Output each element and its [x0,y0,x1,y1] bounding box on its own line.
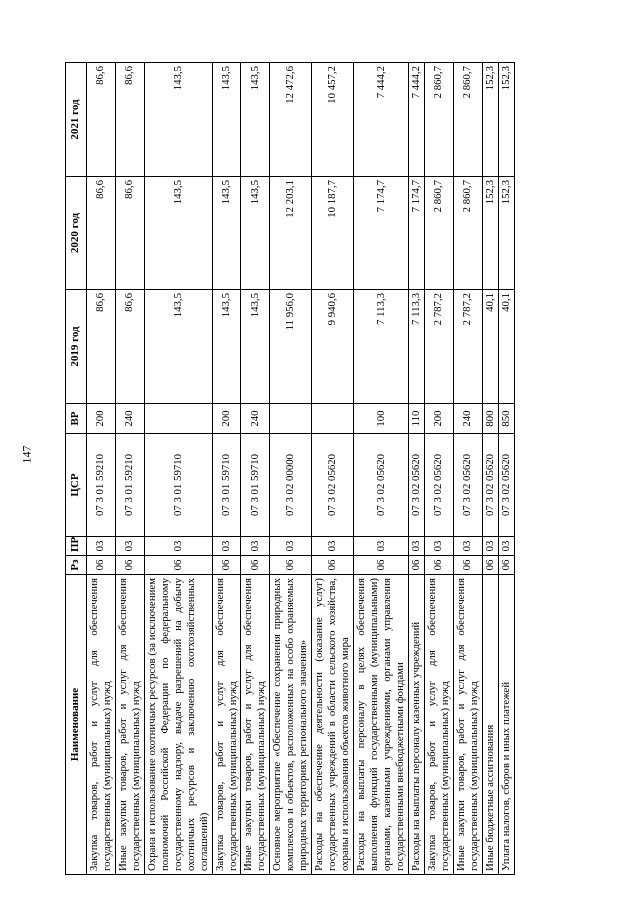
row-2020: 152,3 [482,177,498,290]
row-vr [144,404,212,434]
row-2019: 7 113,3 [408,290,424,404]
row-vr: 800 [482,404,498,434]
header-csr: ЦСР [66,434,87,537]
header-2019: 2019 год [66,290,87,404]
row-name: Основное мероприятие «Обеспечение сохранения природных комплексов и объектов, расположенных на особо охраняемых природных территориях регионального значения» [270,575,312,875]
table-row [408,63,424,875]
row-2021: 143,5 [212,63,241,177]
row-pr: 03 [498,537,514,556]
budget-table [65,62,515,875]
page-number: 147 [19,445,34,464]
row-name: Расходы на выплаты персоналу казенных учреждений [408,575,424,875]
row-2021: 143,5 [144,63,212,177]
row-rz: 06 [312,556,354,575]
row-rz: 06 [144,556,212,575]
row-2021: 86,6 [115,63,144,177]
row-name: Закупка товаров, работ и услуг для обеспечения государственных (муниципальных) нужд [87,575,116,875]
row-csr: 07 3 02 05620 [354,434,409,537]
row-2020: 86,6 [87,177,116,290]
row-name: Уплата налогов, сборов и иных платежей [498,575,514,875]
row-pr: 03 [212,537,241,556]
row-2019: 86,6 [87,290,116,404]
table-header-row [66,63,87,875]
row-csr: 07 3 01 59710 [241,434,270,537]
row-name: Охрана и использование охотничьих ресурсов (за исключением полномочий Российской Федерации по федеральному государственному надзору, выдаче разрешений на добычу охотничьих ресурсов и заключению охотхозяйственных соглашений) [144,575,212,875]
row-pr: 03 [270,537,312,556]
row-2021: 12 472,6 [270,63,312,177]
table-row [482,63,498,875]
row-rz: 06 [241,556,270,575]
header-rz: Рз [66,556,87,575]
row-2019: 86,6 [115,290,144,404]
row-pr: 03 [241,537,270,556]
row-2019: 7 113,3 [354,290,409,404]
row-csr: 07 3 01 59710 [212,434,241,537]
row-rz: 06 [212,556,241,575]
row-name: Иные бюджетные ассигнования [482,575,498,875]
row-name: Расходы на обеспечение деятельности (оказание услуг) государственных учреждений в области сельского хозяйства, охраны и использования объектов животного мира [312,575,354,875]
row-pr: 03 [453,537,482,556]
row-2019: 143,5 [212,290,241,404]
row-name: Иные закупки товаров, работ и услуг для обеспечения государственных (муниципальных) нужд [453,575,482,875]
table-row [212,63,241,875]
header-pr: ПР [66,537,87,556]
row-2020: 12 203,1 [270,177,312,290]
row-2021: 10 457,2 [312,63,354,177]
row-rz: 06 [270,556,312,575]
table-row [498,63,514,875]
row-2019: 40,1 [498,290,514,404]
row-name: Закупка товаров, работ и услуг для обеспечения государственных (муниципальных) нужд [424,575,453,875]
table-row [241,63,270,875]
row-2021: 152,3 [482,63,498,177]
row-vr: 200 [212,404,241,434]
row-2021: 143,5 [241,63,270,177]
row-rz: 06 [453,556,482,575]
row-2020: 143,5 [144,177,212,290]
row-rz: 06 [354,556,409,575]
row-csr: 07 3 02 05620 [498,434,514,537]
row-rz: 06 [482,556,498,575]
rotated-table-container [65,63,515,875]
row-vr: 200 [87,404,116,434]
row-csr: 07 3 02 05620 [482,434,498,537]
row-rz: 06 [498,556,514,575]
row-pr: 03 [312,537,354,556]
row-2019: 143,5 [144,290,212,404]
row-2019: 2 787,2 [453,290,482,404]
row-csr: 07 3 02 05620 [453,434,482,537]
row-rz: 06 [87,556,116,575]
row-csr: 07 3 01 59210 [115,434,144,537]
row-2021: 2 860,7 [424,63,453,177]
table-row [424,63,453,875]
row-2020: 143,5 [212,177,241,290]
table-row [312,63,354,875]
row-rz: 06 [115,556,144,575]
header-2020: 2020 год [66,177,87,290]
row-pr: 03 [144,537,212,556]
row-vr [312,404,354,434]
row-csr: 07 3 02 05620 [424,434,453,537]
row-csr: 07 3 02 05620 [408,434,424,537]
row-2020: 2 860,7 [424,177,453,290]
row-pr: 03 [354,537,409,556]
row-csr: 07 3 02 00000 [270,434,312,537]
row-2020: 7 174,7 [408,177,424,290]
row-vr [270,404,312,434]
row-rz: 06 [408,556,424,575]
row-name: Иные закупки товаров, работ и услуг для обеспечения государственных (муниципальных) нужд [241,575,270,875]
row-vr: 850 [498,404,514,434]
row-2021: 86,6 [87,63,116,177]
row-vr: 100 [354,404,409,434]
row-2020: 86,6 [115,177,144,290]
row-2019: 40,1 [482,290,498,404]
row-2020: 143,5 [241,177,270,290]
row-2019: 143,5 [241,290,270,404]
row-pr: 03 [408,537,424,556]
row-rz: 06 [424,556,453,575]
row-name: Расходы на выплаты персоналу в целях обеспечения выполнения функций государственными (муниципальными) органами, казенными учреждениями, органами управления государственными внебюджетными фондами [354,575,409,875]
row-pr: 03 [87,537,116,556]
row-2019: 2 787,2 [424,290,453,404]
row-csr: 07 3 01 59210 [87,434,116,537]
row-vr: 200 [424,404,453,434]
row-2019: 9 940,6 [312,290,354,404]
header-vr: ВР [66,404,87,434]
row-csr: 07 3 02 05620 [312,434,354,537]
row-pr: 03 [482,537,498,556]
table-row [144,63,212,875]
row-2021: 7 444,2 [354,63,409,177]
table-row [115,63,144,875]
header-2021: 2021 год [66,63,87,177]
row-2021: 2 860,7 [453,63,482,177]
row-vr: 240 [453,404,482,434]
row-2021: 7 444,2 [408,63,424,177]
row-2020: 2 860,7 [453,177,482,290]
row-pr: 03 [424,537,453,556]
row-2020: 7 174,7 [354,177,409,290]
row-name: Иные закупки товаров, работ и услуг для обеспечения государственных (муниципальных) нужд [115,575,144,875]
row-2020: 10 187,7 [312,177,354,290]
table-row [354,63,409,875]
row-pr: 03 [115,537,144,556]
row-name: Закупка товаров, работ и услуг для обеспечения государственных (муниципальных) нужд [212,575,241,875]
table-row [270,63,312,875]
row-2019: 11 956,0 [270,290,312,404]
row-2020: 152,3 [498,177,514,290]
table-row [453,63,482,875]
header-name: Наименование [66,575,87,875]
row-csr: 07 3 01 59710 [144,434,212,537]
row-vr: 110 [408,404,424,434]
row-vr: 240 [115,404,144,434]
row-vr: 240 [241,404,270,434]
table-row [87,63,116,875]
row-2021: 152,3 [498,63,514,177]
